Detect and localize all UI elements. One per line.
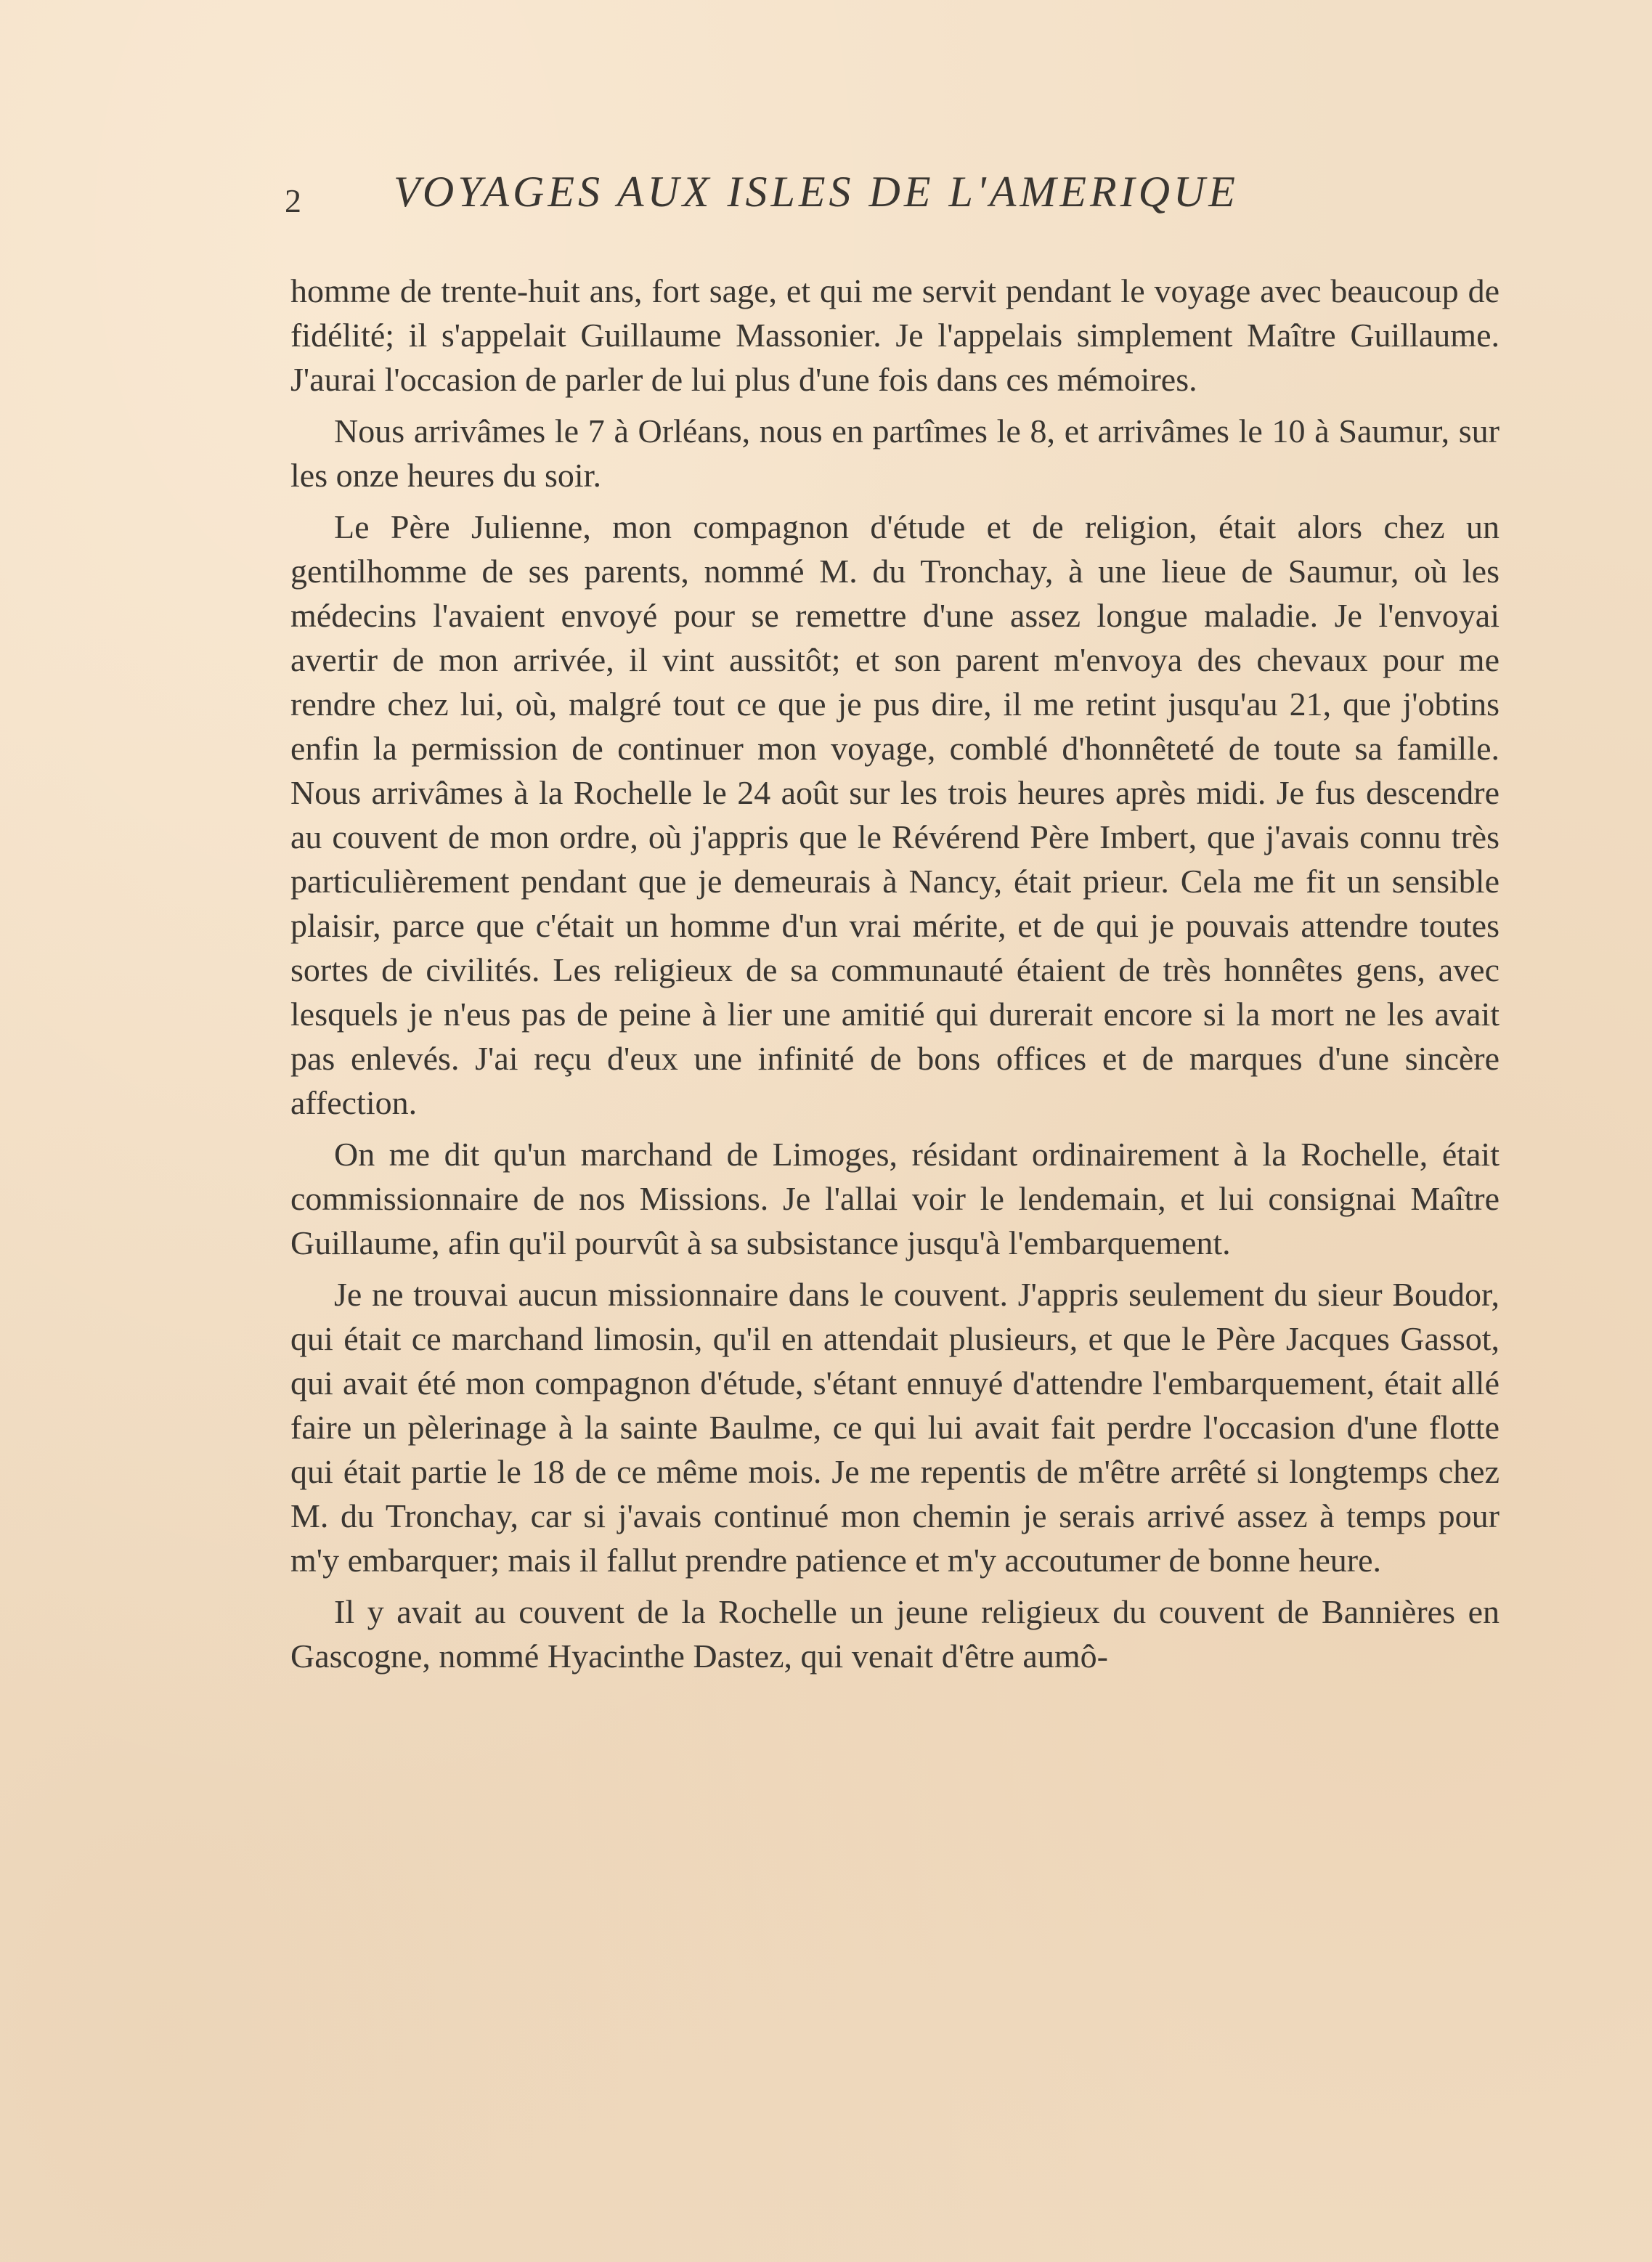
body-text	[290, 269, 1500, 1685]
paragraph-missionnaire: Je ne trouvai aucun missionnaire dans le couvent. J'appris seulement du sieur Boudor, qui était ce marchand limosin, qu'il en attendait plusieurs, et que le Père Jacques Gassot, qui avait été mon compagnon d'étude, s'étant ennuyé d'attendre l'embarquement, était allé faire un pèlerinage à la sainte Baulme, ce qui lui avait fait perdre l'occasion d'une flotte qui était partie le 18 de ce même mois. Je me repentis de m'être arrêté si longtemps chez M. du Tronchay, car si j'avais continué mon chemin je serais arrivé assez à temps pour m'y embarquer; mais il fallut prendre patience et m'y accoutumer de bonne heure.	[290, 1276, 1500, 1579]
paragraph-continuation: homme de trente-huit ans, fort sage, et qui me servit pendant le voyage avec beaucoup de fidélité; il s'appelait Guillaume Massonier. Je l'appelais simplement Maître Guillaume. J'aurai l'occasion de parler de lui plus d'une fois dans ces mémoires.	[290, 272, 1500, 398]
paragraph-marchand-limoges: On me dit qu'un marchand de Limoges, résidant ordinairement à la Rochelle, était commissionnaire de nos Missions. Je l'allai voir le lendemain, et lui consignai Maître Guillaume, afin qu'il pourvût à sa subsistance jusqu'à l'embarquement.	[290, 1136, 1500, 1261]
paragraph-jeune-religieux: Il y avait au couvent de la Rochelle un jeune religieux du couvent de Bannières en Gascogne, nommé Hyacinthe Dastez, qui venait d'être aumô-	[290, 1593, 1500, 1675]
running-title: VOYAGES AUX ISLES DE L'AMERIQUE	[394, 168, 1239, 216]
paragraph-pere-julienne: Le Père Julienne, mon compagnon d'étude et de religion, était alors chez un gentilhomme de ses parents, nommé M. du Tronchay, à une lieue de Saumur, où les médecins l'avaient envoyé pour se remettre d'une assez longue maladie. Je l'envoyai avertir de mon arrivée, il vint aussitôt; et son parent m'envoya des chevaux pour me rendre chez lui, où, malgré tout ce que je pus dire, il me retint jusqu'au 21, que j'obtins enfin la permission de continuer mon voyage, comblé d'honnêteté de toute sa famille. Nous arrivâmes à la Rochelle le 24 août sur les trois heures après midi. Je fus descendre au couvent de mon ordre, où j'appris que le Révérend Père Imbert, que j'avais connu très particulièrement pendant que je demeurais à Nancy, était prieur. Cela me fit un sensible plaisir, parce que c'était un homme d'un vrai mérite, et de qui je pouvais attendre toutes sortes de civilités. Les religieux de sa communauté étaient de très honnêtes gens, avec lesquels je n'eus pas de peine à lier une amitié qui durerait encore si la mort ne les avait pas enlevés. J'ai reçu d'eux une infinité de bons offices et de marques d'une sincère affection.	[290, 508, 1500, 1121]
paragraph-arrival-saumur: Nous arrivâmes le 7 à Orléans, nous en partîmes le 8, et arrivâmes le 10 à Saumur, sur les onze heures du soir.	[290, 412, 1500, 494]
page-number: 2	[285, 182, 301, 219]
running-head	[285, 167, 1417, 232]
